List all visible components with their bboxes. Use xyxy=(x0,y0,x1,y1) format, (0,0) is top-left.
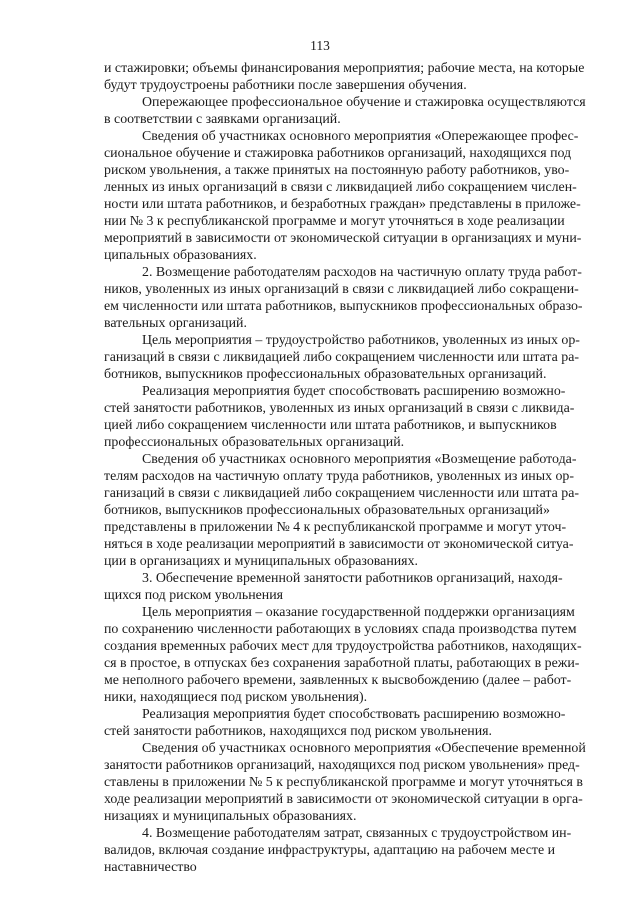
text-line: няться в ходе реализации мероприятий в зависимости от экономической ситуа- xyxy=(104,537,574,552)
paragraph xyxy=(104,383,575,451)
text-line: ники, находящиеся под риском увольнения). xyxy=(104,690,368,705)
text-line: ципальных образованиях. xyxy=(104,248,257,263)
text-line: цией либо сокращением численности или штата работников, и выпускников xyxy=(104,418,557,433)
text-line: будут трудоустроены работники после завершения обучения. xyxy=(104,78,467,93)
text-line: ников, уволенных из иных организаций в связи с ликвидацией либо сокращени- xyxy=(104,282,579,297)
text-line: ся в простое, в отпусках без сохранения заработной платы, работающих в режи- xyxy=(104,656,580,671)
text-line: наставничество xyxy=(104,860,197,875)
text-line: ности или штата работников, и безработных граждан» представлены в приложе- xyxy=(104,197,581,212)
text-line: щихся под риском увольнения xyxy=(104,588,284,603)
text-line: ме неполного рабочего времени, заявленных к высвобождению (далее – работ- xyxy=(104,673,572,688)
text-line: телям расходов на частичную оплату труда работников, уволенных из иных ор- xyxy=(104,469,575,484)
paragraph xyxy=(104,264,583,332)
text-line: ции в организациях и муниципальных образованиях. xyxy=(104,554,418,569)
text-line: ленных из иных организаций в связи с ликвидацией либо сокращением числен- xyxy=(104,180,577,195)
text-line: нии № 3 к республиканской программе и могут уточняться в ходе реализации xyxy=(104,214,565,229)
text-line: вательных организаций. xyxy=(104,316,247,331)
paragraph xyxy=(104,740,586,825)
text-line: ганизаций в связи с ликвидацией либо сокращением численности или штата ра- xyxy=(104,486,580,501)
paragraph xyxy=(104,128,582,264)
text-line: создания временных рабочих мест для трудоустройства работников, находящих- xyxy=(104,639,582,654)
paragraph xyxy=(104,332,580,383)
text-line: стей занятости работников, уволенных из иных организаций в связи с ликвида- xyxy=(104,401,575,416)
text-line: и стажировки; объемы финансирования мероприятия; рабочие места, на которые xyxy=(104,61,585,76)
text-line: Сведения об участниках основного мероприятия «Обеспечение временной xyxy=(142,741,586,756)
text-line: Цель мероприятия – оказание государственной поддержки организациям xyxy=(142,605,575,620)
text-line: ходе реализации мероприятий в зависимости от экономической ситуации в орга- xyxy=(104,792,583,807)
text-line: Сведения об участниках основного мероприятия «Возмещение работода- xyxy=(142,452,577,467)
text-line: ботников, выпускников профессиональных образовательных организаций. xyxy=(104,367,547,382)
text-line: представлены в приложении № 4 к республиканской программе и могут уточ- xyxy=(104,520,567,535)
text-line: Реализация мероприятия будет способствовать расширению возможно- xyxy=(142,384,566,399)
text-line: по сохранению численности работающих в условиях спада производства путем xyxy=(104,622,577,637)
text-line: в соответствии с заявками организаций. xyxy=(104,112,341,127)
text-line: мероприятий в зависимости от экономической ситуации в организациях и муни- xyxy=(104,231,582,246)
text-line: ем численности или штата работников, выпускников профессиональных образо- xyxy=(104,299,583,314)
paragraph xyxy=(104,706,566,740)
text-line: 4. Возмещение работодателям затрат, связанных с трудоустройством ин- xyxy=(142,826,572,841)
paragraph xyxy=(104,94,586,128)
text-line: сиональное обучение и стажировка работников организаций, находящихся под xyxy=(104,146,572,161)
text-line: занятости работников организаций, находящихся под риском увольнения» пред- xyxy=(104,758,580,773)
text-line: валидов, включая создание инфраструктуры, адаптацию на рабочем месте и xyxy=(104,843,556,858)
paragraph xyxy=(104,60,585,94)
text-line: ганизаций в связи с ликвидацией либо сокращением численности или штата ра- xyxy=(104,350,580,365)
document-body xyxy=(104,60,586,876)
text-line: Цель мероприятия – трудоустройство работников, уволенных из иных ор- xyxy=(142,333,580,348)
text-line: риском увольнения, а также принятых на постоянную работу работников, уво- xyxy=(104,163,570,178)
text-line: Реализация мероприятия будет способствовать расширению возможно- xyxy=(142,707,566,722)
page-number: 113 xyxy=(310,38,330,53)
paragraph xyxy=(104,570,563,604)
paragraph xyxy=(104,825,572,876)
text-line: ботников, выпускников профессиональных образовательных организаций» xyxy=(104,503,550,518)
text-line: Сведения об участниках основного мероприятия «Опережающее профес- xyxy=(142,129,579,144)
text-line: 3. Обеспечение временной занятости работников организаций, находя- xyxy=(142,571,563,586)
text-line: профессиональных образовательных организаций. xyxy=(104,435,405,450)
text-line: ставлены в приложении № 5 к республиканской программе и могут уточняться в xyxy=(104,775,583,790)
text-line: 2. Возмещение работодателям расходов на частичную оплату труда работ- xyxy=(142,265,582,280)
paragraph xyxy=(104,604,582,706)
text-line: низациях и муниципальных образованиях. xyxy=(104,809,357,824)
text-line: стей занятости работников, находящихся под риском увольнения. xyxy=(104,724,493,739)
text-line: Опережающее профессиональное обучение и стажировка осуществляются xyxy=(142,95,586,110)
paragraph xyxy=(104,451,580,570)
